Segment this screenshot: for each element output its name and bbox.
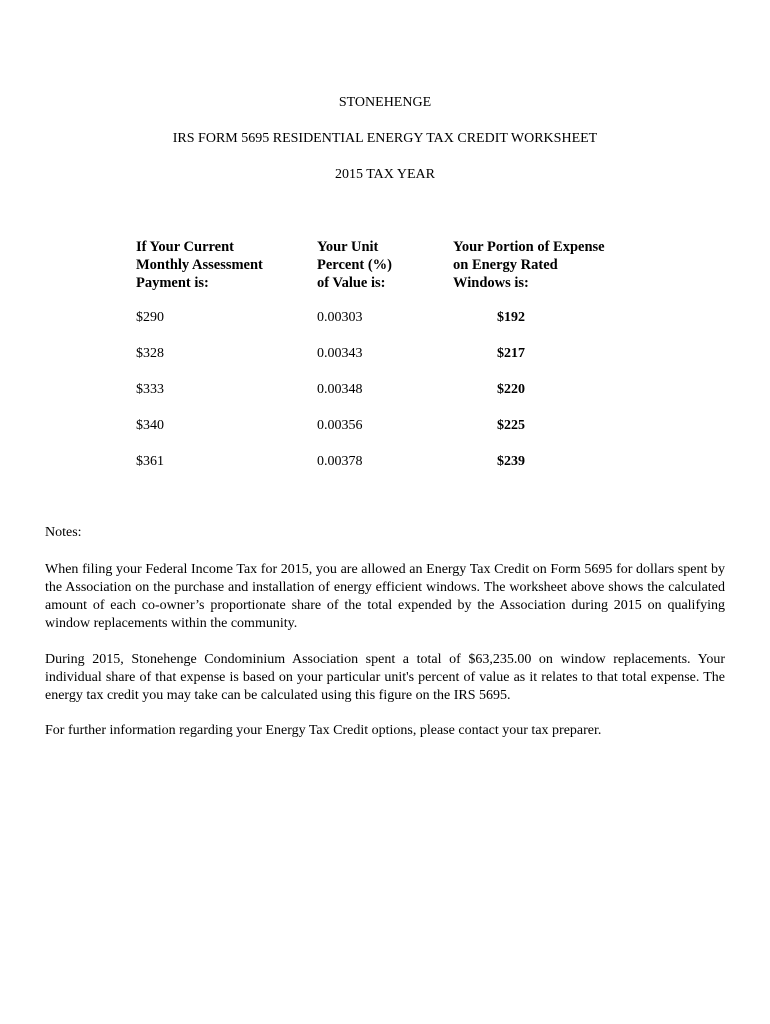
header-line: of Value is: <box>317 275 386 291</box>
expense-portion-cell: $192 <box>497 310 525 325</box>
notes-label: Notes: <box>45 525 82 540</box>
table-row <box>0 454 770 472</box>
header-line: Windows is: <box>453 275 529 291</box>
organization-title: STONEHENGE <box>338 95 432 110</box>
form-title: IRS FORM 5695 RESIDENTIAL ENERGY TAX CREDIT WORKSHEET <box>172 131 598 146</box>
expense-portion-cell: $225 <box>497 418 525 433</box>
table-row <box>0 418 770 436</box>
header-line: Payment is: <box>136 275 209 291</box>
expense-portion-cell: $220 <box>497 382 525 397</box>
assessment-cell: $333 <box>136 382 164 397</box>
header-line: Your Unit <box>317 239 379 255</box>
unit-percent-cell: 0.00378 <box>317 454 363 469</box>
expense-portion-cell: $217 <box>497 346 525 361</box>
assessment-cell: $361 <box>136 454 164 469</box>
expense-portion-cell: $239 <box>497 454 525 469</box>
unit-percent-cell: 0.00356 <box>317 418 363 433</box>
header-assessment-payment <box>136 238 263 292</box>
header-line: Percent (%) <box>317 257 393 273</box>
header-line: Monthly Assessment <box>136 257 263 273</box>
unit-percent-cell: 0.00348 <box>317 382 363 397</box>
header-line: Your Portion of Expense <box>453 239 605 255</box>
notes-paragraph: During 2015, Stonehenge Condominium Association spent a total of $63,235.00 on window replacements. Your individual share of that expense is based on your particular unit's percent of value as it relates to that total expense. The energy tax credit you may take can be calculated using this figure on the IRS 5695. <box>45 652 725 703</box>
unit-percent-cell: 0.00343 <box>317 346 363 361</box>
notes-paragraph: For further information regarding your Energy Tax Credit options, please contact your tax preparer. <box>45 723 602 738</box>
header-unit-percent <box>317 238 392 292</box>
notes-paragraph: When filing your Federal Income Tax for 2015, you are allowed an Energy Tax Credit on Form 5695 for dollars spent by the Association on the purchase and installation of energy efficient windows. The worksheet above shows the calculated amount of each co-owner’s proportionate share of the total expended by the Association during 2015 on qualifying window replacements within the community. <box>45 562 725 631</box>
table-row <box>0 382 770 400</box>
header-expense-portion <box>453 238 605 292</box>
header-line: on Energy Rated <box>453 257 558 273</box>
assessment-cell: $340 <box>136 418 164 433</box>
table-row <box>0 310 770 328</box>
unit-percent-cell: 0.00303 <box>317 310 363 325</box>
header-line: If Your Current <box>136 239 235 255</box>
table-row <box>0 346 770 364</box>
assessment-cell: $328 <box>136 346 164 361</box>
tax-year: 2015 TAX YEAR <box>335 167 435 182</box>
assessment-cell: $290 <box>136 310 164 325</box>
